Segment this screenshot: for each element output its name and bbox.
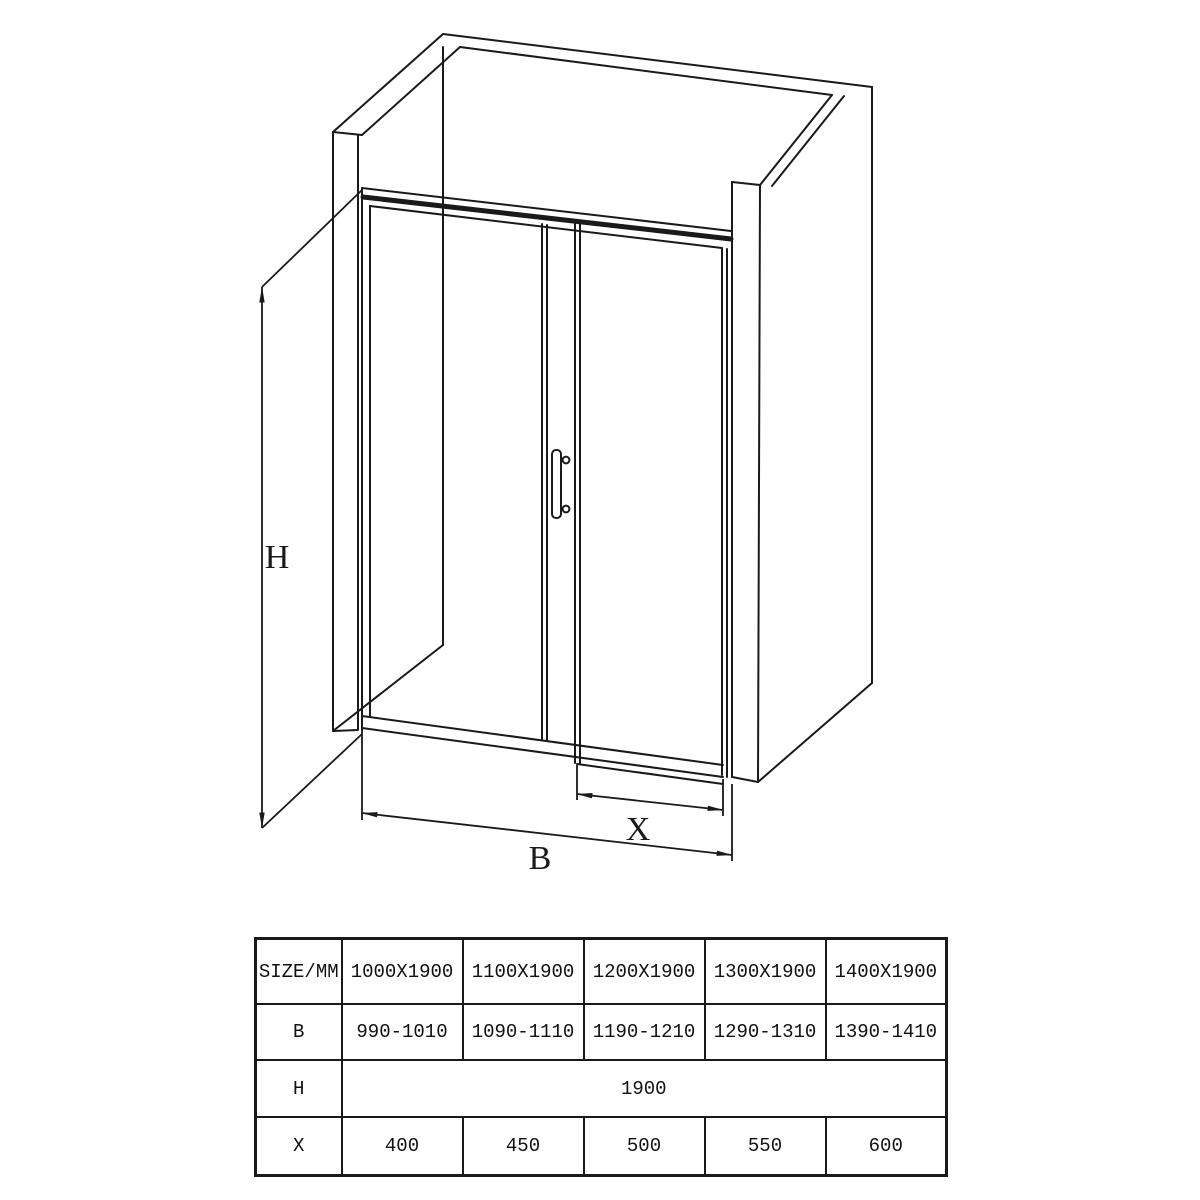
b-cell: 1190-1210 [584, 1004, 705, 1060]
size-cell: 1400X1900 [826, 939, 947, 1005]
x-cell: 500 [584, 1117, 705, 1176]
label-height: H [264, 539, 290, 576]
b-cell: 1290-1310 [705, 1004, 826, 1060]
size-table-container [254, 937, 948, 1177]
x-cell: 450 [463, 1117, 584, 1176]
door-frame [362, 188, 731, 784]
table-row-b [256, 1004, 947, 1060]
x-cell: 400 [342, 1117, 463, 1176]
size-cell: 1300X1900 [705, 939, 826, 1005]
table-row-size [256, 939, 947, 1005]
table-row-x [256, 1117, 947, 1176]
b-cell: 1390-1410 [826, 1004, 947, 1060]
row-header-h: H [256, 1060, 342, 1117]
b-cell: 1090-1110 [463, 1004, 584, 1060]
row-header-x: X [256, 1117, 342, 1176]
x-cell: 550 [705, 1117, 826, 1176]
dimension-x-line [577, 794, 723, 810]
door-handle [552, 450, 569, 518]
label-door-width: X [625, 811, 651, 848]
row-header-b: B [256, 1004, 342, 1060]
alcove-walls [333, 34, 872, 782]
size-table [254, 937, 948, 1177]
table-row-h [256, 1060, 947, 1117]
row-header-size: SIZE/MM [256, 939, 342, 1005]
size-cell: 1000X1900 [342, 939, 463, 1005]
label-total-width: B [528, 840, 552, 877]
h-cell: 1900 [342, 1060, 947, 1117]
b-cell: 990-1010 [342, 1004, 463, 1060]
size-cell: 1100X1900 [463, 939, 584, 1005]
size-cell: 1200X1900 [584, 939, 705, 1005]
x-cell: 600 [826, 1117, 947, 1176]
